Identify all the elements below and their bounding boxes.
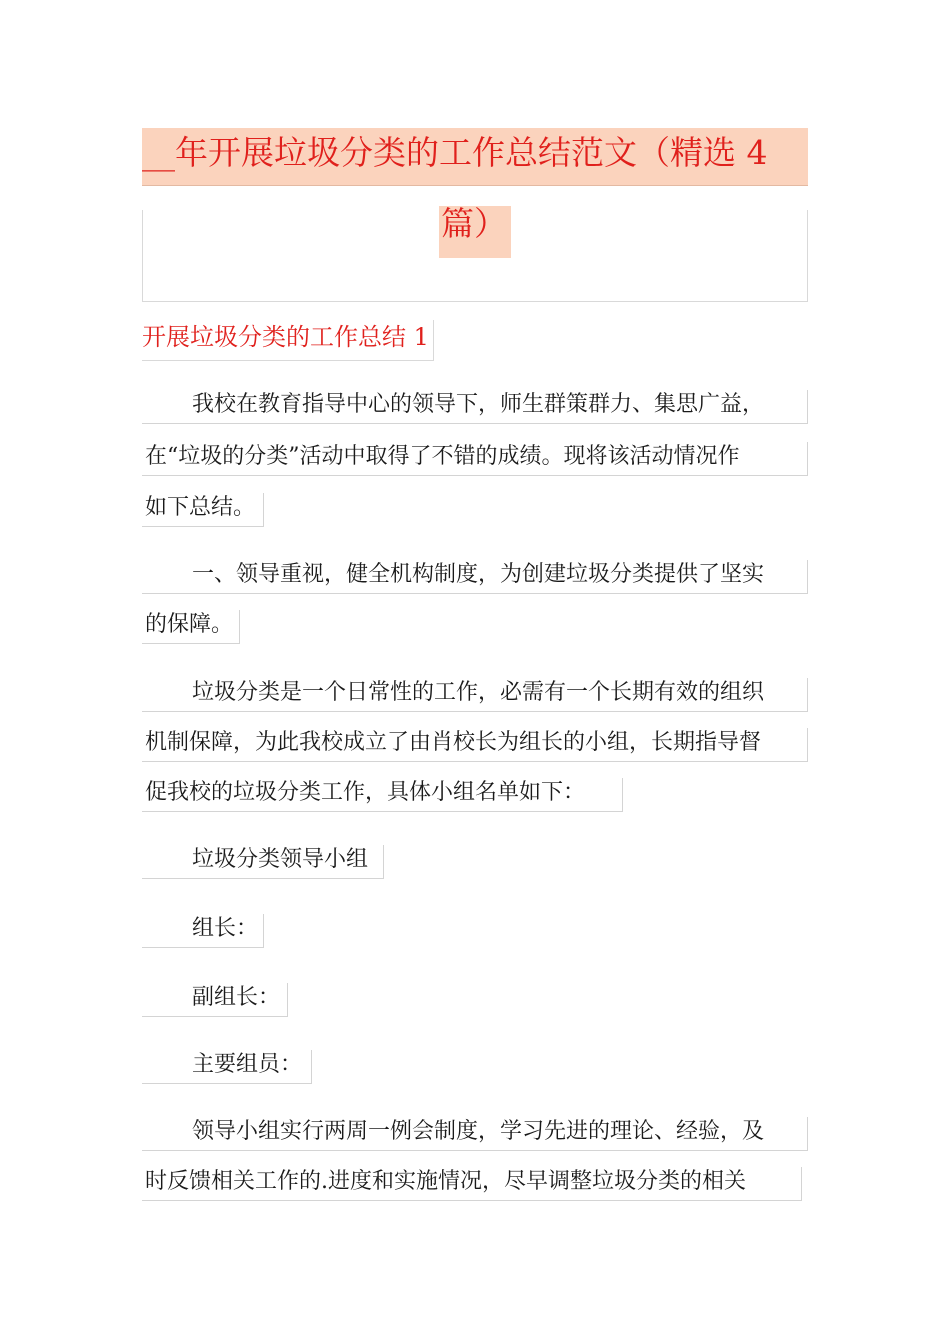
- paragraph-3-line-3: 促我校的垃圾分类工作，具体小组名单如下：: [142, 778, 623, 812]
- paragraph-2-line-2: 的保障。: [142, 610, 240, 644]
- vice-leader-line: 副组长：: [142, 983, 288, 1017]
- document-title-line-2: 篇）: [439, 206, 511, 258]
- paragraph-8-line-1: 领导小组实行两周一例会制度，学习先进的理论、经验，及: [142, 1117, 808, 1151]
- document-title-line-1: __年开展垃圾分类的工作总结范文（精选 4: [142, 128, 808, 186]
- paragraph-3-line-1: 垃圾分类是一个日常性的工作，必需有一个长期有效的组织: [142, 678, 808, 712]
- leader-line: 组长：: [142, 914, 264, 948]
- section-heading: 开展垃圾分类的工作总结 1: [142, 320, 434, 361]
- group-title-line: 垃圾分类领导小组: [142, 845, 384, 879]
- paragraph-3-line-2: 机制保障，为此我校成立了由肖校长为组长的小组，长期指导督: [142, 728, 808, 762]
- paragraph-1-line-3: 如下总结。: [142, 493, 264, 527]
- paragraph-1-line-2: 在“垃圾的分类”活动中取得了不错的成绩。现将该活动情况作: [142, 442, 808, 476]
- paragraph-8-line-2: 时反馈相关工作的.进度和实施情况，尽早调整垃圾分类的相关: [142, 1167, 802, 1201]
- paragraph-2-line-1: 一、领导重视，健全机构制度，为创建垃圾分类提供了坚实: [142, 560, 808, 594]
- members-line: 主要组员：: [142, 1050, 312, 1084]
- paragraph-1-line-1: 我校在教育指导中心的领导下，师生群策群力、集思广益，: [142, 390, 808, 424]
